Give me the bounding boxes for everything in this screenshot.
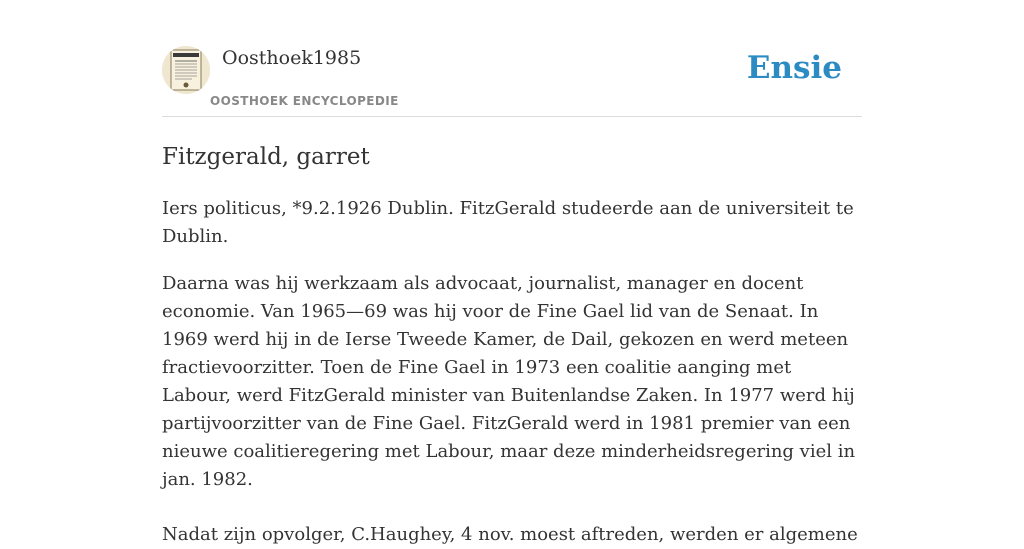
source-label[interactable]: OOSTHOEK ENCYCLOPEDIE	[210, 94, 399, 108]
article-paragraph: Nadat zijn opvolger, C.Haughey, 4 nov. moest aftreden, werden er algemene	[162, 524, 858, 545]
encyclopedia-cover-icon	[162, 46, 210, 94]
article-paragraph: Daarna was hij werkzaam als advocaat, journalist, manager en docent economie. Van 1965—69 was hij voor de Fine Gael lid van de Senaat. In 1969 werd hij in de Ierse Tweede Kamer, de Dail, gekozen en werd meteen fractievoorzitter. Toen de Fine Gael in 1973 een coalitie aanging met Labour, werd FitzGerald minister van Buitenlandse Zaken. In 1977 werd hij partijvoorzitter van de Fine Gael. FitzGerald werd in 1981 premier van een nieuwe coalitieregering met Labour, maar deze minderheidsregering viel in jan. 1982.	[162, 273, 856, 490]
avatar[interactable]	[162, 46, 210, 94]
article-header	[162, 0, 862, 117]
article-paragraph: Iers politicus, *9.2.1926 Dublin. FitzGerald studeerde aan de universiteit te Dublin.	[162, 198, 854, 247]
content-container	[162, 0, 862, 549]
author-name[interactable]: Oosthoek1985	[222, 47, 362, 69]
article-title: Fitzgerald, garret	[162, 144, 370, 170]
brand-logo[interactable]: Ensie	[746, 50, 842, 86]
